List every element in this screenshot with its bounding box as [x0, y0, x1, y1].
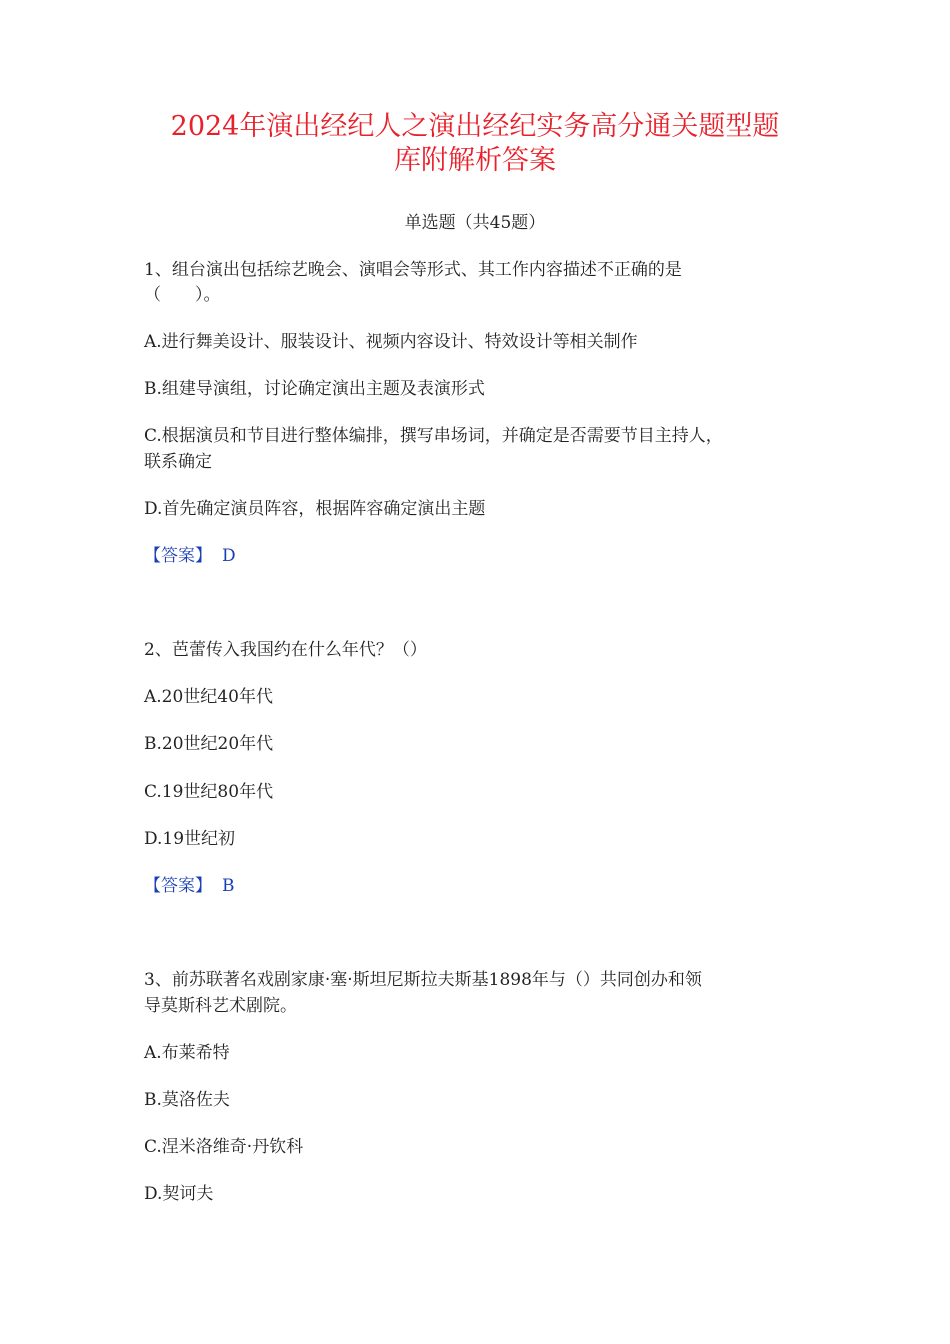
document-title-line2: 库附解析答案: [394, 145, 556, 176]
question-2-option-a: A.20世纪40年代: [144, 687, 273, 707]
question-3-stem-cont: 导莫斯科艺术剧院。: [144, 996, 297, 1016]
question-3-stem: 3、前苏联著名戏剧家康·塞·斯坦尼斯拉夫斯基1898年与（）共同创办和领: [144, 970, 702, 990]
question-2-stem: 2、芭蕾传入我国约在什么年代？（）: [144, 640, 427, 660]
answer-value: B: [222, 876, 235, 896]
question-1-answer: [144, 544, 824, 568]
question-3-option-c: C.涅米洛维奇·丹钦科: [144, 1137, 304, 1157]
question-3-option-d: D.契诃夫: [144, 1184, 214, 1204]
document-title-line1: 2024年演出经纪人之演出经纪实务高分通关题型题: [170, 111, 780, 142]
question-1-option-b: B.组建导演组，讨论确定演出主题及表演形式: [144, 379, 485, 399]
question-2-option-c: C.19世纪80年代: [144, 782, 274, 802]
answer-label: 【答案】: [144, 546, 212, 566]
question-1-option-c: C.根据演员和节目进行整体编排，撰写串场词，并确定是否需要节目主持人，: [144, 426, 723, 446]
question-1-stem-cont: （ ）。: [144, 285, 221, 305]
question-2-option-b: B.20世纪20年代: [144, 734, 274, 754]
question-2-answer: [144, 874, 824, 898]
question-1-stem: 1、组台演出包括综艺晚会、演唱会等形式、其工作内容描述不正确的是: [144, 260, 682, 280]
question-3-option-b: B.莫洛佐夫: [144, 1090, 230, 1110]
question-1-option-c-cont: 联系确定: [144, 452, 212, 472]
answer-label: 【答案】: [144, 876, 212, 896]
question-1-option-d: D.首先确定演员阵容，根据阵容确定演出主题: [144, 499, 486, 519]
section-heading: 单选题（共45题）: [404, 213, 546, 233]
question-1-option-a: A.进行舞美设计、服装设计、视频内容设计、特效设计等相关制作: [144, 332, 638, 352]
question-2-option-d: D.19世纪初: [144, 829, 236, 849]
answer-value: D: [222, 546, 236, 566]
question-3-option-a: A.布莱希特: [144, 1043, 230, 1063]
